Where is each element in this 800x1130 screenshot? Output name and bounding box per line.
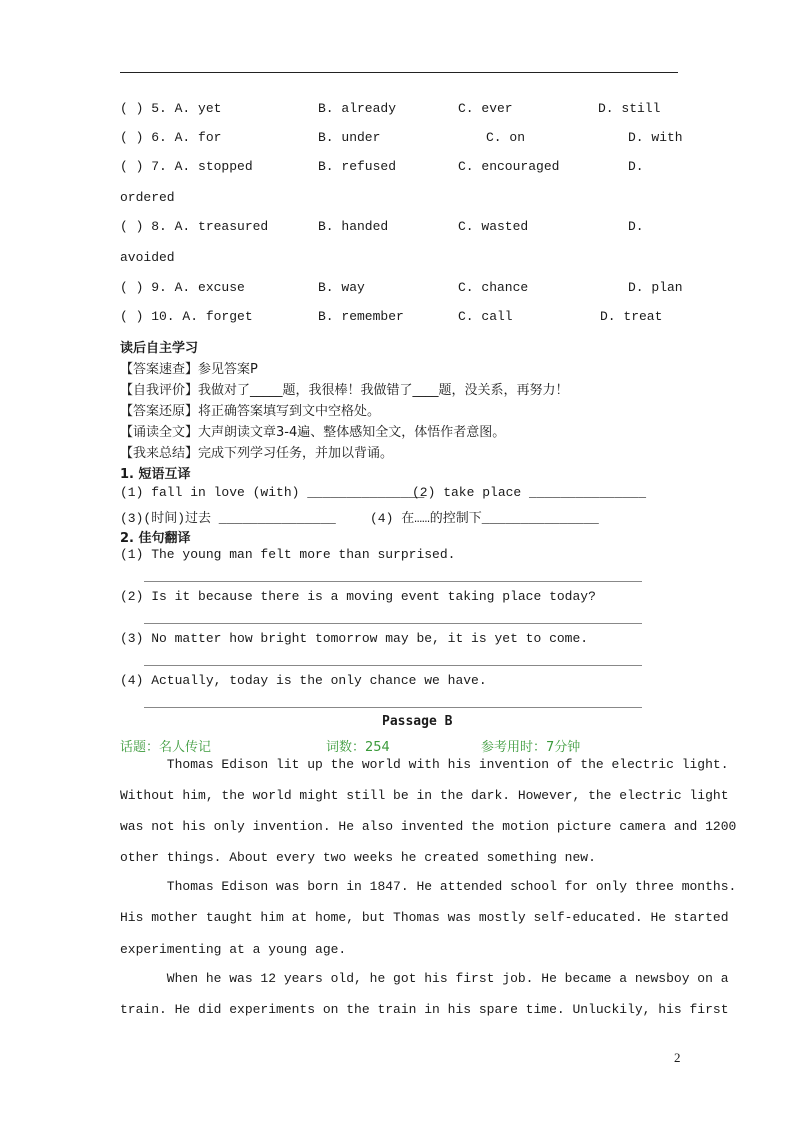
passage-line-6: His mother taught him at home, but Thomas was mostly self-educated. He started <box>120 910 729 925</box>
answer-line-1 <box>144 581 642 582</box>
question-9-b: B. way <box>318 280 365 295</box>
question-7-d-cont: ordered <box>120 190 175 205</box>
answer-line-4 <box>144 707 642 708</box>
question-10-c: C. call <box>458 309 513 324</box>
question-6-d: D. with <box>628 130 683 145</box>
phrase-item-2: (2) take place _______________ <box>412 485 647 500</box>
question-7-b: B. refused <box>318 159 397 174</box>
question-9-c: C. chance <box>458 280 529 295</box>
sentence-item-3: (3) No matter how bright tomorrow may be, it is yet to come. <box>120 631 589 646</box>
question-8-c: C. wasted <box>458 219 529 234</box>
question-7-d: D. <box>628 159 644 174</box>
question-5-a: ( ) 5. A. yet <box>120 101 222 116</box>
phrase-item-4: (4) 在……的控制下_______________ <box>370 511 599 526</box>
self-study-heading: 读后自主学习 <box>120 341 199 356</box>
phrase-translation-heading: 1. 短语互译 <box>120 467 191 482</box>
question-8-d: D. <box>628 219 644 234</box>
passage-topic: 话题：名人传记 <box>120 740 212 755</box>
question-6-c: C. on <box>486 130 526 145</box>
answer-line-3 <box>144 665 642 666</box>
question-10-d: D. treat <box>600 309 663 324</box>
question-10-b: B. remember <box>318 309 404 324</box>
passage-time: 参考用时：7分钟 <box>481 740 581 755</box>
self-study-line-3: 【答案还原】将正确答案填写到文中空格处。 <box>120 404 381 419</box>
question-7-a: ( ) 7. A. stopped <box>120 159 253 174</box>
passage-line-9: train. He did experiments on the train in his spare time. Unluckily, his first <box>120 1002 729 1017</box>
question-8-b: B. handed <box>318 219 389 234</box>
passage-line-7: experimenting at a young age. <box>120 942 347 957</box>
passage-title: Passage B <box>382 714 453 729</box>
passage-line-8: When he was 12 years old, he got his first job. He became a newsboy on a <box>120 971 729 986</box>
sentence-item-4: (4) Actually, today is the only chance we have. <box>120 673 487 688</box>
self-study-line-5: 【我来总结】完成下列学习任务，并加以背诵。 <box>120 446 394 461</box>
passage-line-3: was not his only invention. He also invented the motion picture camera and 1200 <box>120 819 737 834</box>
sentence-item-1: (1) The young man felt more than surprised. <box>120 547 456 562</box>
question-7-c: C. encouraged <box>458 159 560 174</box>
phrase-item-1: (1) fall in love (with) _______________ <box>120 485 425 500</box>
question-8-d-cont: avoided <box>120 250 175 265</box>
passage-line-5: Thomas Edison was born in 1847. He attended school for only three months. <box>120 879 737 894</box>
passage-word-count: 词数：254 <box>326 740 390 755</box>
question-9-d: D. plan <box>628 280 683 295</box>
question-5-d: D. still <box>598 101 661 116</box>
question-8-a: ( ) 8. A. treasured <box>120 219 269 234</box>
question-6-b: B. under <box>318 130 381 145</box>
passage-line-1: Thomas Edison lit up the world with his invention of the electric light. <box>120 757 729 772</box>
sentence-translation-heading: 2. 佳句翻译 <box>120 531 191 546</box>
self-study-line-2: 【自我评价】我做对了_____题，我很棒！我做错了____题，没关系，再努力！ <box>120 383 569 398</box>
answer-line-2 <box>144 623 642 624</box>
question-10-a: ( ) 10. A. forget <box>120 309 253 324</box>
self-study-line-1: 【答案速查】参见答案P <box>120 362 258 377</box>
passage-line-4: other things. About every two weeks he created something new. <box>120 850 596 865</box>
question-9-a: ( ) 9. A. excuse <box>120 280 245 295</box>
phrase-item-3: (3)(时间)过去 _______________ <box>120 511 336 526</box>
question-5-b: B. already <box>318 101 397 116</box>
page-number: 2 <box>674 1050 681 1065</box>
passage-line-2: Without him, the world might still be in the dark. However, the electric light <box>120 788 729 803</box>
sentence-item-2: (2) Is it because there is a moving event taking place today? <box>120 589 596 604</box>
question-6-a: ( ) 6. A. for <box>120 130 222 145</box>
self-study-line-4: 【诵读全文】大声朗读文章3-4遍、整体感知全文，体悟作者意图。 <box>120 425 506 440</box>
header-rule <box>120 72 678 73</box>
question-5-c: C. ever <box>458 101 513 116</box>
